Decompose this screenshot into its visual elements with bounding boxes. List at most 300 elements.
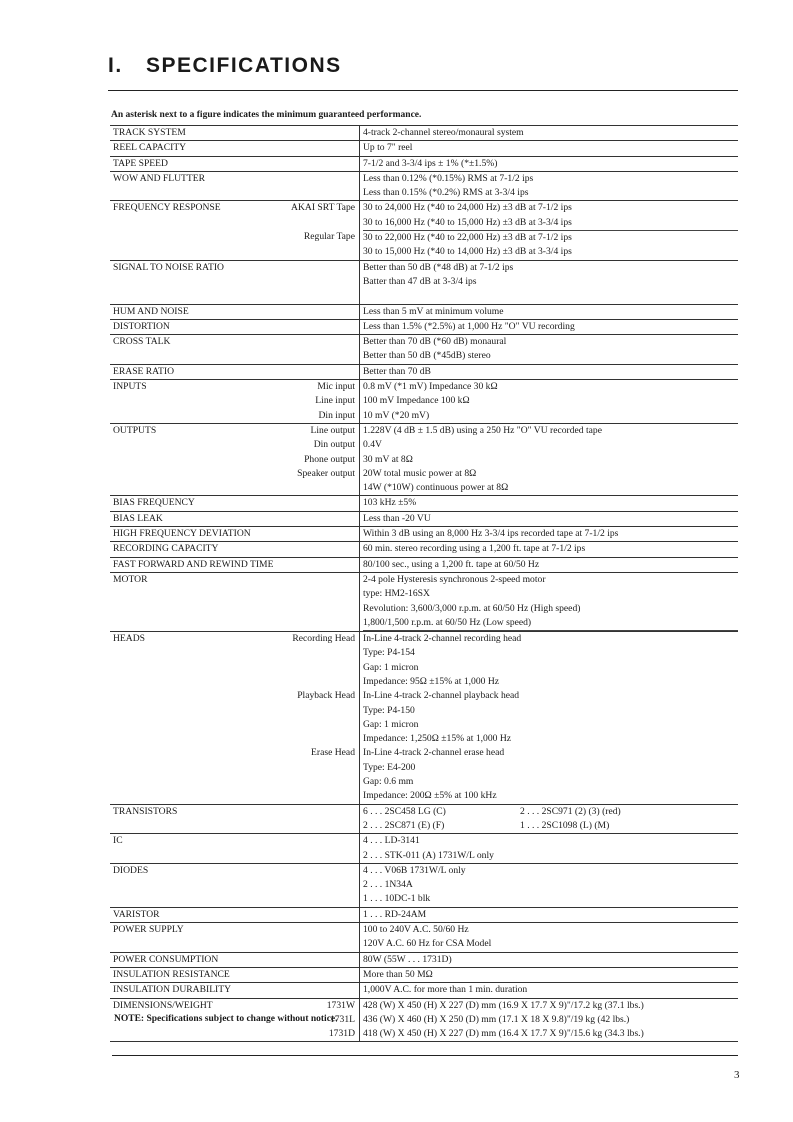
spec-value-cell (360, 558, 738, 572)
spec-label-line (113, 512, 359, 526)
spec-value-line (363, 438, 738, 452)
spec-value-line (363, 349, 738, 363)
spec-label-line (113, 849, 359, 863)
spec-value: 103 kHz ±5% (363, 497, 417, 509)
spec-value-line (363, 141, 738, 155)
spec-label: TRANSISTORS (113, 805, 178, 817)
spec-label-line (113, 1027, 359, 1041)
spec-value-cell (360, 953, 738, 967)
spec-row (110, 631, 738, 804)
spec-label-line (113, 394, 359, 408)
specifications-table (110, 125, 738, 1042)
spec-value-line (363, 261, 738, 275)
spec-value-line (363, 953, 738, 967)
spec-value-line (363, 216, 738, 231)
spec-value-line (363, 775, 738, 789)
spec-label-line (113, 320, 359, 334)
spec-label: MOTOR (113, 573, 148, 585)
spec-row (110, 200, 738, 259)
spec-value: Less than 1.5% (*2.5%) at 1,000 Hz "O" VU recording (363, 320, 575, 332)
spec-label-line (113, 558, 359, 572)
spec-row (110, 967, 738, 982)
spec-value: Less than 0.15% (*0.2%) RMS at 3-3/4 ips (363, 187, 529, 199)
spec-value: 120V A.C. 60 Hz for CSA Model (363, 938, 492, 950)
spec-label-cell (110, 496, 360, 510)
spec-value: 60 min. stereo recording using a 1,200 ft. tape at 7-1/2 ips (363, 543, 586, 555)
spec-value-line (363, 864, 738, 878)
spec-value: Gap: 1 micron (363, 661, 419, 673)
spec-row (110, 804, 738, 834)
spec-value-cell (360, 365, 738, 379)
spec-value-line (363, 512, 738, 526)
spec-value: 100 mV Impedance 100 kΩ (363, 395, 470, 407)
spec-value: 100 to 240V A.C. 50/60 Hz (363, 924, 469, 936)
spec-value: 30 mV at 8Ω (363, 453, 413, 465)
spec-value-line (363, 999, 738, 1013)
spec-value: In-Line 4-track 2-channel playback head (363, 690, 520, 702)
spec-value-cell (360, 424, 738, 495)
spec-value-second-column: 1 . . . 2SC1098 (L) (M) (520, 819, 610, 831)
spec-value: 2-4 pole Hysteresis synchronous 2-speed motor (363, 573, 546, 585)
spec-row (110, 982, 738, 997)
spec-value-cell (360, 908, 738, 922)
spec-value-line (363, 849, 738, 863)
spec-value: Up to 7" reel (363, 142, 413, 154)
spec-value-cell (360, 157, 738, 171)
spec-value-line (363, 587, 738, 601)
spec-label-line (113, 289, 359, 303)
spec-label-cell (110, 864, 360, 907)
spec-value: 1 . . . RD-24AM (363, 908, 427, 920)
spec-value-line (363, 937, 738, 951)
spec-label-line (113, 157, 359, 171)
spec-label: FAST FORWARD AND REWIND TIME (113, 558, 274, 570)
spec-row (110, 125, 738, 140)
spec-row (110, 423, 738, 495)
spec-label-line (113, 424, 359, 438)
spec-value: Impedance: 95Ω ±15% at 1,000 Hz (363, 675, 500, 687)
spec-value-cell (360, 320, 738, 334)
spec-label: INPUTS (113, 381, 147, 393)
spec-label-cell (110, 305, 360, 319)
spec-value-line (363, 689, 738, 703)
spec-sub-label: Mic input (317, 381, 355, 393)
spec-value: 20W total music power at 8Ω (363, 467, 477, 479)
spec-value-line (363, 892, 738, 906)
spec-value-cell (360, 305, 738, 319)
spec-value-cell (360, 496, 738, 510)
spec-label-cell (110, 573, 360, 631)
spec-value-line (363, 453, 738, 467)
spec-sub-label: Line output (310, 424, 355, 436)
spec-label-line (113, 746, 359, 760)
spec-sub-label: Din input (318, 409, 355, 421)
spec-value-line (363, 834, 738, 848)
spec-label: POWER CONSUMPTION (113, 953, 219, 965)
spec-value-line (363, 558, 738, 572)
spec-value-line (363, 172, 738, 186)
spec-label: HUM AND NOISE (113, 305, 189, 317)
spec-label: FREQUENCY RESPONSE (113, 202, 221, 214)
spec-value-cell (360, 512, 738, 526)
spec-value: 0.8 mV (*1 mV) Impedance 30 kΩ (363, 381, 498, 393)
spec-value: 2 . . . STK-011 (A) 1731W/L only (363, 849, 494, 861)
spec-value-line (363, 201, 738, 215)
spec-value: Better than 50 dB (*48 dB) at 7-1/2 ips (363, 261, 514, 273)
spec-label-line (113, 789, 359, 803)
spec-value: More than 50 MΩ (363, 968, 433, 980)
spec-label-line (113, 230, 359, 244)
spec-label-line (113, 689, 359, 703)
spec-label-line (113, 675, 359, 689)
spec-value-line (363, 878, 738, 892)
spec-value-cell (360, 923, 738, 952)
spec-label-cell (110, 983, 360, 997)
spec-value: Type: P4-150 (363, 704, 415, 716)
spec-value-line (363, 632, 738, 646)
spec-row (110, 379, 738, 423)
spec-value: Gap: 0.6 mm (363, 776, 414, 788)
bottom-rule (112, 1055, 738, 1056)
spec-value: 30 to 15,000 Hz (*40 to 14,000 Hz) ±3 dB at 3-3/4 ips (363, 246, 572, 258)
spec-value: 30 to 22,000 Hz (*40 to 22,000 Hz) ±3 dB at 7-1/2 ips (363, 232, 572, 244)
spec-value-line (363, 481, 738, 495)
spec-label-line (113, 908, 359, 922)
spec-value-line (363, 805, 738, 819)
spec-row (110, 907, 738, 922)
spec-label: ERASE RATIO (113, 365, 175, 377)
spec-label: DIODES (113, 864, 149, 876)
spec-label-cell (110, 141, 360, 155)
spec-label-line (113, 481, 359, 495)
spec-label-line (113, 761, 359, 775)
spec-label: BIAS FREQUENCY (113, 497, 195, 509)
spec-value: Less than 0.12% (*0.15%) RMS at 7-1/2 ips (363, 172, 534, 184)
spec-value-line (363, 394, 738, 408)
spec-label-cell (110, 157, 360, 171)
spec-value: Less than -20 VU (363, 512, 431, 524)
spec-sub-label: Line input (315, 395, 355, 407)
spec-value-line (363, 983, 738, 997)
spec-value: 2 . . . 2SC871 (E) (F) (363, 819, 445, 831)
spec-label-line (113, 834, 359, 848)
spec-value-line (363, 761, 738, 775)
spec-value-line (363, 746, 738, 760)
spec-label-cell (110, 805, 360, 834)
spec-label-cell (110, 632, 360, 804)
spec-value: 0.4V (363, 439, 382, 451)
spec-label-line (113, 380, 359, 394)
spec-label-cell (110, 335, 360, 364)
spec-value-line (363, 126, 738, 140)
spec-value-line (363, 661, 738, 675)
spec-label-cell (110, 424, 360, 495)
spec-value-line (363, 542, 738, 556)
spec-value-line (363, 573, 738, 587)
spec-row (110, 572, 738, 631)
spec-sub-label: Speaker output (297, 467, 355, 479)
spec-label: IC (113, 835, 123, 847)
spec-value-cell (360, 261, 738, 304)
spec-value-cell (360, 834, 738, 863)
spec-sub-label: 1731L (329, 1013, 355, 1025)
spec-value-line (363, 467, 738, 481)
spec-value-line (363, 789, 738, 803)
page-heading (108, 54, 342, 78)
spec-value-line (363, 245, 738, 259)
spec-label-line (113, 937, 359, 951)
spec-row (110, 171, 738, 201)
spec-label-line (113, 467, 359, 481)
spec-value: Within 3 dB using an 8,000 Hz 3-3/4 ips recorded tape at 7-1/2 ips (363, 528, 619, 540)
spec-label-cell (110, 908, 360, 922)
spec-value-cell (360, 864, 738, 907)
spec-value: 1.228V (4 dB ± 1.5 dB) using a 250 Hz "O" VU recorded tape (363, 424, 602, 436)
spec-value: Revolution: 3,600/3,000 r.p.m. at 60/50 Hz (High speed) (363, 602, 581, 614)
spec-value: 80/100 sec., using a 1,200 ft. tape at 60/50 Hz (363, 558, 540, 570)
spec-value: Impedance: 200Ω ±5% at 100 kHz (363, 790, 497, 802)
spec-label-cell (110, 172, 360, 201)
spec-value: 1,800/1,500 r.p.m. at 60/50 Hz (Low speed) (363, 616, 532, 628)
spec-value-cell (360, 527, 738, 541)
spec-label: BIAS LEAK (113, 512, 163, 524)
spec-value: In-Line 4-track 2-channel recording head (363, 633, 522, 645)
spec-label: RECORDING CAPACITY (113, 543, 219, 555)
spec-value-line (363, 424, 738, 438)
spec-value-line (363, 289, 738, 303)
spec-label-line (113, 186, 359, 200)
spec-value-cell (360, 542, 738, 556)
spec-label-line (113, 878, 359, 892)
spec-value: 30 to 16,000 Hz (*40 to 15,000 Hz) ±3 dB at 3-3/4 ips (363, 216, 572, 228)
spec-value-line (363, 704, 738, 718)
spec-label-cell (110, 542, 360, 556)
spec-value-line (363, 616, 738, 631)
spec-value: 4-track 2-channel stereo/monaural system (363, 127, 524, 138)
spec-value-line (363, 275, 738, 289)
spec-value: Better than 70 dB (363, 365, 431, 377)
spec-label-line (113, 409, 359, 423)
spec-value-line (363, 602, 738, 616)
spec-value: Type: E4-200 (363, 761, 416, 773)
spec-value-line (363, 1027, 738, 1041)
spec-label-cell (110, 512, 360, 526)
spec-sub-label: Recording Head (292, 633, 355, 645)
spec-value: 14W (*10W) continuous power at 8Ω (363, 482, 509, 494)
spec-label-line (113, 349, 359, 363)
spec-label-line (113, 244, 359, 258)
spec-label-line (113, 805, 359, 819)
spec-value: 428 (W) X 450 (H) X 227 (D) mm (16.9 X 17.7 X 9)"/17.2 kg (37.1 lbs.) (363, 999, 644, 1011)
asterisk-note: An asterisk next to a figure indicates the minimum guaranteed performance. (111, 110, 422, 120)
spec-value-line (363, 305, 738, 319)
spec-label-line (113, 172, 359, 186)
spec-value-line (363, 335, 738, 349)
spec-label-cell (110, 968, 360, 982)
spec-label: WOW AND FLUTTER (113, 172, 206, 184)
spec-value-cell (360, 573, 738, 631)
spec-value-line (363, 231, 738, 245)
spec-value: 30 to 24,000 Hz (*40 to 24,000 Hz) ±3 dB at 7-1/2 ips (363, 202, 572, 214)
spec-value: 4 . . . LD-3141 (363, 835, 420, 847)
spec-sub-label: Phone output (304, 453, 355, 465)
spec-label: DISTORTION (113, 320, 170, 332)
spec-label-line (113, 126, 359, 140)
spec-label-cell (110, 380, 360, 423)
spec-label: HEADS (113, 633, 145, 645)
spec-row (110, 304, 738, 319)
spec-label-line (113, 864, 359, 878)
spec-row (110, 511, 738, 526)
top-rule (108, 90, 738, 91)
spec-value-line (363, 157, 738, 171)
spec-label-line (113, 527, 359, 541)
spec-value: type: HM2-16SX (363, 588, 430, 600)
spec-value-line (363, 646, 738, 660)
spec-label-line (113, 216, 359, 230)
spec-label-line (113, 335, 359, 349)
spec-row (110, 952, 738, 967)
spec-value-line (363, 409, 738, 423)
spec-label: TRACK SYSTEM (113, 127, 186, 138)
spec-value: 1,000V A.C. for more than 1 min. duration (363, 984, 528, 996)
spec-value-cell (360, 968, 738, 982)
spec-label-cell (110, 261, 360, 304)
spec-row (110, 863, 738, 907)
spec-row (110, 526, 738, 541)
spec-label-line (113, 775, 359, 789)
spec-label-line (113, 496, 359, 510)
spec-value-cell (360, 805, 738, 834)
spec-label-line (113, 365, 359, 379)
spec-value-line (363, 908, 738, 922)
spec-value-cell (360, 999, 738, 1042)
spec-label-line (113, 305, 359, 319)
spec-row (110, 156, 738, 171)
spec-label-cell (110, 953, 360, 967)
spec-value: 6 . . . 2SC458 LG (C) (363, 805, 446, 817)
spec-row (110, 495, 738, 510)
page-number: 3 (734, 1069, 740, 1081)
spec-row (110, 334, 738, 364)
spec-label-line (113, 542, 359, 556)
spec-value: Batter than 47 dB at 3-3/4 ips (363, 275, 477, 287)
spec-value-cell (360, 983, 738, 997)
spec-label-line (113, 201, 359, 215)
spec-label: CROSS TALK (113, 336, 171, 348)
spec-value: 7-1/2 and 3-3/4 ips ± 1% (*±1.5%) (363, 157, 498, 169)
spec-row (110, 557, 738, 572)
spec-value: Better than 50 dB (*45dB) stereo (363, 350, 491, 362)
spec-label: POWER SUPPLY (113, 924, 184, 936)
spec-row (110, 541, 738, 556)
spec-value: 10 mV (*20 mV) (363, 409, 430, 421)
spec-label: SIGNAL TO NOISE RATIO (113, 261, 224, 273)
spec-row (110, 319, 738, 334)
spec-value-second-column: 2 . . . 2SC971 (2) (3) (red) (520, 805, 621, 817)
spec-value: 4 . . . V06B 1731W/L only (363, 864, 466, 876)
page-title: SPECIFICATIONS (146, 54, 342, 77)
spec-value-line (363, 527, 738, 541)
spec-label-line (113, 718, 359, 732)
spec-label: INSULATION RESISTANCE (113, 968, 230, 980)
spec-label-cell (110, 320, 360, 334)
spec-value-line (363, 186, 738, 200)
spec-value-line (363, 819, 738, 833)
spec-value: Type: P4-154 (363, 647, 415, 659)
spec-label-cell (110, 923, 360, 952)
spec-value: 1 . . . 10DC-1 blk (363, 893, 431, 905)
change-notice: NOTE: Specifications subject to change without notice. (114, 1014, 338, 1024)
spec-value-line (363, 1013, 738, 1027)
spec-label-line (113, 573, 359, 587)
spec-label-line (113, 438, 359, 452)
spec-value: 80W (55W . . . 1731D) (363, 953, 452, 965)
spec-label: REEL CAPACITY (113, 142, 187, 154)
spec-value: Better than 70 dB (*60 dB) monaural (363, 336, 507, 348)
spec-label-line (113, 968, 359, 982)
spec-value-line (363, 732, 738, 746)
spec-label: VARISTOR (113, 908, 160, 920)
spec-value-line (363, 320, 738, 334)
spec-sub-label: Regular Tape (303, 231, 355, 243)
spec-value-line (363, 968, 738, 982)
spec-row (110, 833, 738, 863)
spec-label-cell (110, 126, 360, 140)
spec-label-cell (110, 365, 360, 379)
spec-label: TAPE SPEED (113, 157, 168, 169)
spec-label-line (113, 587, 359, 601)
spec-value-cell (360, 380, 738, 423)
spec-value-line (363, 496, 738, 510)
section-number: I. (108, 54, 123, 77)
spec-sub-label: 1731D (328, 1028, 355, 1040)
spec-row (110, 260, 738, 304)
spec-value-cell (360, 201, 738, 259)
spec-row (110, 364, 738, 379)
spec-label: DIMENSIONS/WEIGHT (113, 999, 213, 1011)
spec-label-line (113, 602, 359, 616)
spec-label-line (113, 983, 359, 997)
spec-sub-label: 1731W (326, 999, 355, 1011)
spec-row (110, 922, 738, 952)
spec-label-cell (110, 834, 360, 863)
spec-value-line (363, 675, 738, 689)
spec-label-line (113, 953, 359, 967)
spec-value: 2 . . . 1N34A (363, 879, 413, 891)
spec-sub-label: Erase Head (311, 747, 355, 759)
spec-label-line (113, 732, 359, 746)
spec-value-cell (360, 632, 738, 804)
spec-value: 436 (W) X 460 (H) X 250 (D) mm (17.1 X 18 X 9.8)"/19 kg (42 lbs.) (363, 1013, 630, 1025)
spec-label-cell (110, 201, 360, 259)
spec-sub-label: Din output (313, 439, 355, 451)
spec-value-line (363, 923, 738, 937)
spec-value-cell (360, 126, 738, 140)
spec-label-line (113, 632, 359, 646)
spec-label-cell (110, 527, 360, 541)
spec-value-cell (360, 172, 738, 201)
spec-label: HIGH FREQUENCY DEVIATION (113, 528, 251, 540)
spec-label-line (113, 819, 359, 833)
spec-sub-label: AKAI SRT Tape (291, 202, 355, 214)
spec-value-line (363, 718, 738, 732)
spec-value-cell (360, 335, 738, 364)
spec-value: 418 (W) X 450 (H) X 227 (D) mm (16.4 X 17.7 X 9)"/15.6 kg (34.3 lbs.) (363, 1028, 644, 1040)
spec-label: INSULATION DURABILITY (113, 984, 232, 996)
spec-label-line (113, 453, 359, 467)
spec-value: In-Line 4-track 2-channel erase head (363, 747, 505, 759)
